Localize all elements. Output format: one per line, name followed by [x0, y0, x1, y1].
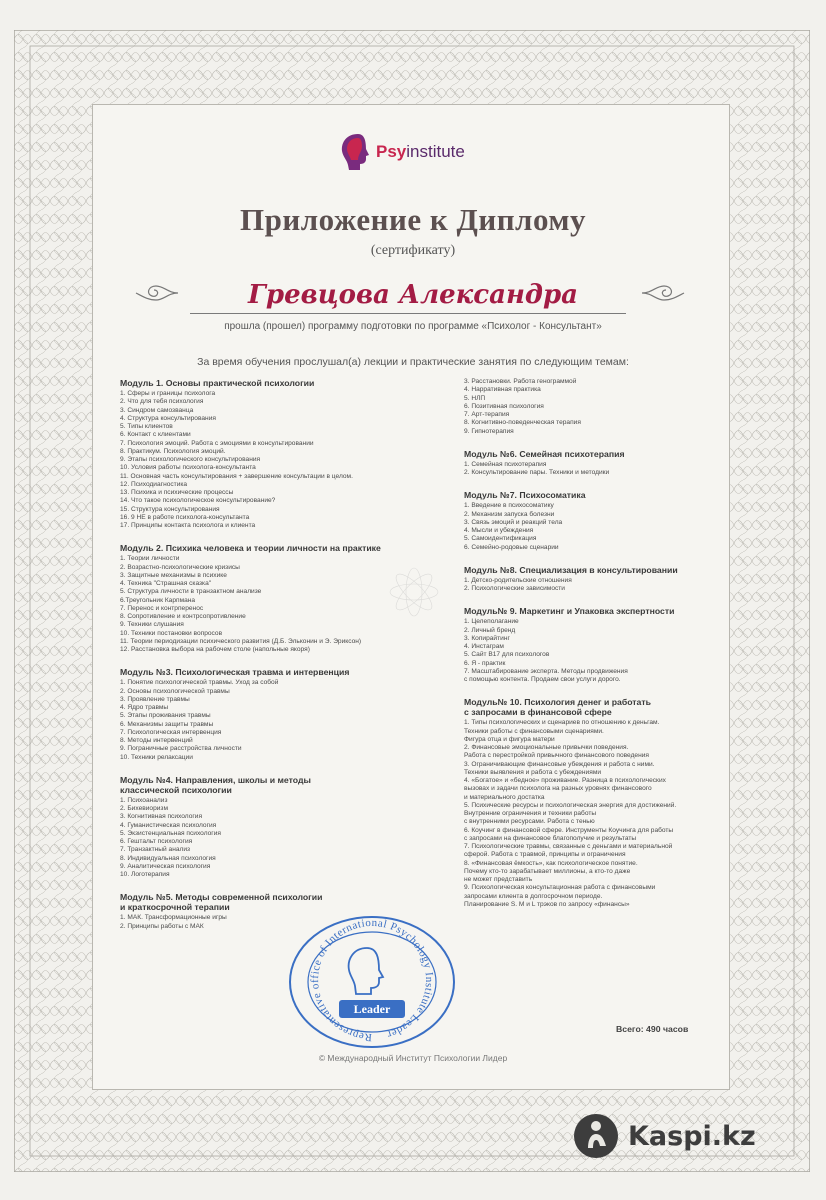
topic-item: 1. Типы психологических и сценариев по отношению к деньгам. Техники работы с финансовыми сценариями. Фигура отца и фигура матери	[464, 719, 660, 743]
topic-item: 1. Теории личности	[120, 555, 180, 563]
topic-item: 12. Психодиагностика	[120, 480, 188, 488]
kaspi-watermark	[572, 1112, 756, 1160]
topic-item: 6. Позитивная психология	[464, 402, 544, 410]
topic-item: 6. Гештальт психология	[120, 838, 193, 845]
topic-item: 8. Практикум. Психология эмоций.	[120, 447, 226, 455]
topic-item: 7. Арт-терапия	[464, 411, 510, 418]
topic-item: 7. Масштабирование эксперта. Методы продвижения с помощью контента. Продаем свои услуги дорого.	[464, 667, 628, 683]
topic-item: 7. Психология эмоций. Работа с эмоциями в консультировании	[120, 439, 314, 447]
topic-item: 7. Психологические травмы, связанные с деньгами и материальной сферой. Работа с травмой, принципы и ограничения	[464, 843, 673, 859]
module-title: Модуль №8. Специализация в консультировании	[464, 564, 678, 575]
head-profile-icon	[338, 132, 372, 172]
topic-item: 1. Введение в психосоматику	[464, 502, 554, 510]
seal-ring-text: Representative office of International Psychology Institute Leader	[309, 916, 436, 1044]
topic-item: 4. Гуманистическая психология	[120, 821, 217, 829]
footer-copyright: © Международный Институт Психологии Лидер	[318, 1053, 508, 1063]
module-block	[120, 543, 410, 654]
module-title: Модуль №3. Психологическая травма и интервенция	[120, 667, 350, 678]
topic-item: 9. Техники слушания	[120, 621, 184, 629]
topic-item: 8. Индивидуальная психология	[120, 854, 216, 862]
topic-item: 9. Этапы психологического консультирования	[120, 456, 261, 463]
topic-item: 1. Целеполагание	[464, 618, 519, 626]
topic-item: 3. Связь эмоций и реакций тела	[464, 518, 563, 526]
topic-item: 8. Методы интервенций	[120, 737, 193, 744]
topic-item: 10. Условия работы психолога-консультанта	[120, 464, 256, 472]
topic-item: 5. Самоидентификация	[464, 535, 537, 543]
topic-item: 2. Консультирование пары. Техники и методики	[464, 469, 610, 476]
module-title: Модуль №5. Методы современной психологии и краткосрочной терапии	[120, 892, 323, 913]
topic-item: 10. Техники релаксации	[120, 753, 193, 761]
modules-right-column	[464, 378, 726, 922]
student-name: Гревцова Александра	[247, 280, 579, 310]
topic-item: 6. Я - практик	[464, 659, 506, 667]
topic-item: 5. Сайт B17 для психологов	[464, 651, 550, 659]
topic-item: 3. Защитные механизмы в психике	[120, 571, 227, 579]
topic-item: 3. Расстановки. Работа генограммой	[464, 378, 577, 385]
total-hours: Всего: 490 часов	[616, 1024, 689, 1034]
topic-item: 5. Этапы проживания травмы	[120, 712, 211, 720]
topic-item: 10. Техники постановки вопросов	[120, 629, 223, 637]
topic-item: 4. Ядро травмы	[120, 704, 169, 711]
topic-item: 2. Финансовые эмоциональные привычки поведения. Работа с перестройкой привычного финансового поведения	[464, 744, 649, 760]
modules-left-column	[120, 378, 410, 944]
topic-item: 13. Психика и психические процессы	[120, 489, 234, 496]
topic-item: 9. Гипнотерапия	[464, 427, 514, 435]
topic-item: 3. Проявление травмы	[120, 695, 190, 703]
module-block	[464, 490, 726, 552]
topic-item: 2. Психологические зависимости	[464, 585, 565, 592]
module-block	[120, 775, 410, 880]
topic-item: 2. Бихевиоризм	[120, 805, 168, 812]
module-title: Модуль №4. Направления, школы и методы классической психологии	[120, 774, 311, 795]
topic-item: 2. Что для тебя психология	[120, 398, 204, 406]
topic-item: 2. Основы психологической травмы	[120, 687, 230, 695]
topic-item: 5. НЛП	[464, 394, 486, 402]
topic-item: 4. Мысли и убеждения	[464, 527, 534, 534]
svg-text:Representative office of Inter	[309, 917, 435, 1043]
psyinstitute-logo	[338, 130, 488, 174]
topic-item: 1. Понятие психологической травмы. Уход за собой	[120, 679, 279, 687]
module-title: Модуль №7. Психосоматика	[464, 490, 586, 501]
topic-item: 5. Психические ресурсы и психологическая энергия для достижений. Внутренние ограничения и техники работы с внутренними ресурсами. Работа с тенью	[464, 801, 677, 826]
kaspi-label: Kaspi.kz	[628, 1120, 756, 1152]
module-block	[464, 606, 726, 684]
module-title: Модуль 2. Психика человека и теории личности на практике	[120, 543, 381, 554]
topic-item: 4. Структура консультирования	[120, 414, 216, 422]
module-block	[464, 378, 726, 436]
topic-item: 11. Теории периодизации психического развития (Д.Б. Эльконин и Э. Эриксон)	[120, 637, 362, 645]
topic-item: 9. Аналитическая психология	[120, 862, 211, 870]
seal-center-text: Leader	[353, 1002, 391, 1016]
topic-item: 17. Принципы контакта психолога и клиента	[120, 522, 256, 529]
topic-item: 1. Детско-родительские отношения	[464, 576, 572, 584]
topic-item: 9. Пограничные расстройства личности	[120, 745, 242, 753]
topic-item: 12. Расстановка выбора на рабочем столе (напольные якоря)	[120, 646, 310, 653]
topic-item: 3. Копирайтинг	[464, 634, 510, 642]
topic-item: 1. Семейная психотерапия	[464, 460, 547, 468]
topic-item: 4. Техника "Страшная сказка"	[120, 580, 212, 587]
topic-item: 2. Личный бренд	[464, 626, 516, 634]
topic-item: 3. Когнитивная психология	[120, 813, 203, 821]
topic-item: 6. Контакт с клиентами	[120, 431, 191, 439]
topic-item: 3. Синдром самозванца	[120, 406, 194, 414]
logo-wordmark: Psyinstitute	[376, 142, 465, 161]
topic-item: 14. Что такое психологическое консультирование?	[120, 497, 276, 505]
topic-item: 5. Структура личности в транзактном анализе	[120, 588, 262, 596]
topic-item: 7. Психологическая интервенция	[120, 728, 222, 736]
topic-item: 5. Экзистенциальная психология	[120, 829, 221, 837]
topic-item: 15. Структура консультирования	[120, 505, 220, 513]
topics-intro: За время обучения прослушал(а) лекции и практические занятия по следующим темам:	[197, 356, 629, 368]
seal-head-icon	[349, 948, 383, 994]
module-block	[464, 449, 726, 478]
name-underline	[190, 313, 626, 314]
topic-item: 3. Ограничивающие финансовые убеждения и работа с ними. Техники выявления и работа с убеждениями	[464, 760, 655, 776]
topic-item: 16. 9 НЕ в работе психолога-консультанта	[120, 513, 250, 521]
topic-item: 6. Коучинг в финансовой сфере. Инструменты Коучинга для работы с запросами на финансовое благополучие и результаты	[464, 826, 674, 842]
topic-item: 10. Логотерапия	[120, 871, 170, 878]
topic-item: 8. Сопротивление и контрсопротивление	[120, 613, 246, 620]
topic-item: 1. Психоанализ	[120, 796, 168, 804]
topic-item: 6. Семейно-родовые сценарии	[464, 543, 559, 551]
module-title: Модуль №6. Семейная психотерапия	[464, 448, 625, 459]
module-title: Модуль 1. Основы практической психологии	[120, 378, 315, 388]
topic-item: 6. Механизмы защиты травмы	[120, 720, 214, 728]
document-title: Приложение к Диплому	[240, 202, 586, 237]
topic-item: 1. Сферы и границы психолога	[120, 390, 216, 397]
topic-item: 2. Механизм запуска болезни	[464, 510, 555, 518]
topic-item: 8. «Финансовая ёмкость», как психологическое понятие. Почему кто-то зарабатывает миллионы, а кто-то даже не может представить	[464, 859, 638, 883]
module-block	[120, 667, 410, 762]
topic-item: 2. Возрастно-психологические кризисы	[120, 563, 240, 571]
program-statement: прошла (прошел) программу подготовки по программе «Психолог - Консультант»	[224, 321, 602, 332]
topic-item: 4. Нарративная практика	[464, 386, 541, 394]
topic-item: 2. Принципы работы с МАК	[120, 922, 204, 930]
topic-item: 5. Типы клиентов	[120, 423, 173, 430]
topic-item: 4. Инстаграм	[464, 643, 504, 650]
topic-item: 7. Транзактный анализ	[120, 846, 191, 854]
module-block	[120, 378, 410, 530]
topic-item: 9. Психологическая консультационная работа с финансовыми запросами клиента в долгосрочном периоде. Планирование S. M и L трэков по запросу «финансы»	[464, 884, 656, 908]
institute-seal	[287, 914, 457, 1050]
topic-item: 11. Основная часть консультирования + завершение консультации в целом.	[120, 472, 353, 480]
module-title: Модуль№ 10. Психология денег и работать с запросами в финансовой сфере	[464, 697, 651, 718]
kaspi-logo-icon	[572, 1112, 620, 1160]
document-subtitle: (сертификату)	[370, 243, 456, 258]
module-title: Модуль№ 9. Маркетинг и Упаковка экспертности	[464, 606, 675, 617]
module-block	[464, 697, 726, 909]
topic-item: 4. «Богатое» и «бедное» проживание. Разница в психологических вызовах и задачи психолога на разных уровнях финансового и материального достатка	[464, 777, 666, 801]
module-block	[464, 565, 726, 594]
topic-item: 8. Когнитивно-поведенческая терапия	[464, 419, 581, 427]
topic-item: 6.Треугольник Карпмана	[120, 596, 196, 604]
topic-item: 1. МАК. Трансформационные игры	[120, 914, 227, 922]
topic-item: 7. Перенос и контрперенос	[120, 604, 204, 612]
